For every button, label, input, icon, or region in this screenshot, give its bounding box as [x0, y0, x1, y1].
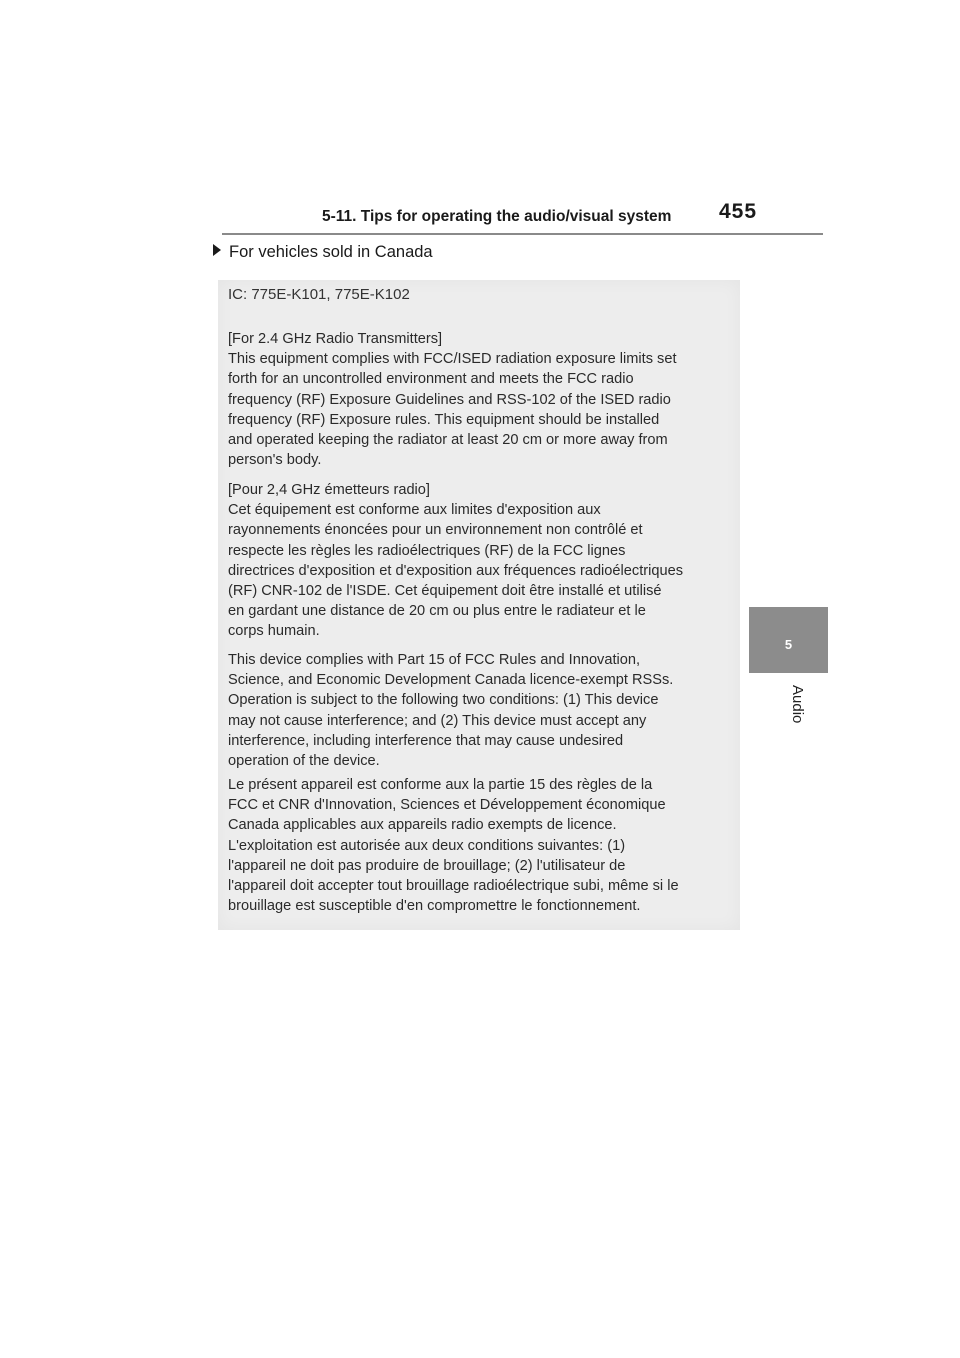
- notice-line: operation of the device.: [228, 753, 380, 770]
- notice-line: l'appareil doit accepter tout brouillage radioélectrique subi, même si le: [228, 878, 679, 895]
- scanned-compliance-notice: [218, 280, 740, 930]
- radio-transmitter-notice-en: [228, 329, 738, 470]
- notice-line: Operation is subject to the following two conditions: (1) This device: [228, 692, 659, 709]
- notice-line: and operated keeping the radiator at least 20 cm or more away from: [228, 432, 668, 449]
- header-divider: [222, 233, 823, 235]
- page-number: 455: [719, 200, 758, 223]
- radio-heading-en: [For 2.4 GHz Radio Transmitters]: [228, 331, 443, 347]
- notice-line: Science, and Economic Development Canada licence-exempt RSSs.: [228, 672, 674, 689]
- chapter-tab: [749, 607, 828, 673]
- notice-line: This device complies with Part 15 of FCC Rules and Innovation,: [228, 652, 641, 668]
- notice-line: en gardant une distance de 20 cm ou plus entre le radiateur et le: [228, 603, 646, 620]
- notice-line: Canada applicables aux appareils radio exempts de licence.: [228, 817, 617, 834]
- notice-line: l'appareil ne doit pas produire de brouillage; (2) l'utilisateur de: [228, 857, 626, 874]
- notice-line: may not cause interference; and (2) This device must accept any: [228, 712, 647, 729]
- notice-line: This equipment complies with FCC/ISED radiation exposure limits set: [228, 351, 677, 368]
- notice-line: rayonnements énoncées pour un environnement non contrôlé et: [228, 522, 643, 539]
- notice-line: frequency (RF) Exposure rules. This equipment should be installed: [228, 411, 660, 428]
- notice-line: corps humain.: [228, 623, 320, 640]
- device-compliance-notice-fr: [228, 775, 738, 916]
- notice-line: FCC et CNR d'Innovation, Sciences et Développement économique: [228, 797, 666, 814]
- ic-number-line: IC: 775E-K101, 775E-K102: [228, 286, 410, 303]
- notice-line: Cet équipement est conforme aux limites d'exposition aux: [228, 502, 601, 519]
- notice-line: forth for an uncontrolled environment and meets the FCC radio: [228, 371, 634, 388]
- notice-line: Le présent appareil est conforme aux la partie 15 des règles de la: [228, 777, 653, 793]
- notice-line: frequency (RF) Exposure Guidelines and RSS-102 of the ISED radio: [228, 391, 671, 408]
- notice-line: interference, including interference that may cause undesired: [228, 732, 624, 749]
- notice-line: person's body.: [228, 452, 322, 469]
- notice-line: directrices d'exposition et d'exposition aux fréquences radioélectriques: [228, 562, 683, 579]
- notice-line: respecte les règles les radioélectriques (RF) de la FCC lignes: [228, 542, 626, 559]
- notice-line: L'exploitation est autorisée aux deux conditions suivantes: (1): [228, 837, 626, 854]
- chapter-label: Audio: [789, 685, 806, 724]
- device-compliance-notice-en: [228, 650, 738, 771]
- section-subheading: [213, 243, 433, 262]
- radio-transmitter-notice-fr: [228, 480, 738, 642]
- radio-heading-fr: [Pour 2,4 GHz émetteurs radio]: [228, 482, 430, 498]
- notice-line: brouillage est susceptible d'en compromettre le fonctionnement.: [228, 898, 641, 915]
- notice-line: (RF) CNR-102 de l'ISDE. Cet équipement doit être installé et utilisé: [228, 583, 662, 600]
- section-header-title: 5-11. Tips for operating the audio/visual system: [322, 208, 672, 225]
- triangle-bullet-icon: [213, 244, 221, 256]
- chapter-number: 5: [784, 637, 793, 652]
- section-subheading-label: For vehicles sold in Canada: [229, 243, 433, 261]
